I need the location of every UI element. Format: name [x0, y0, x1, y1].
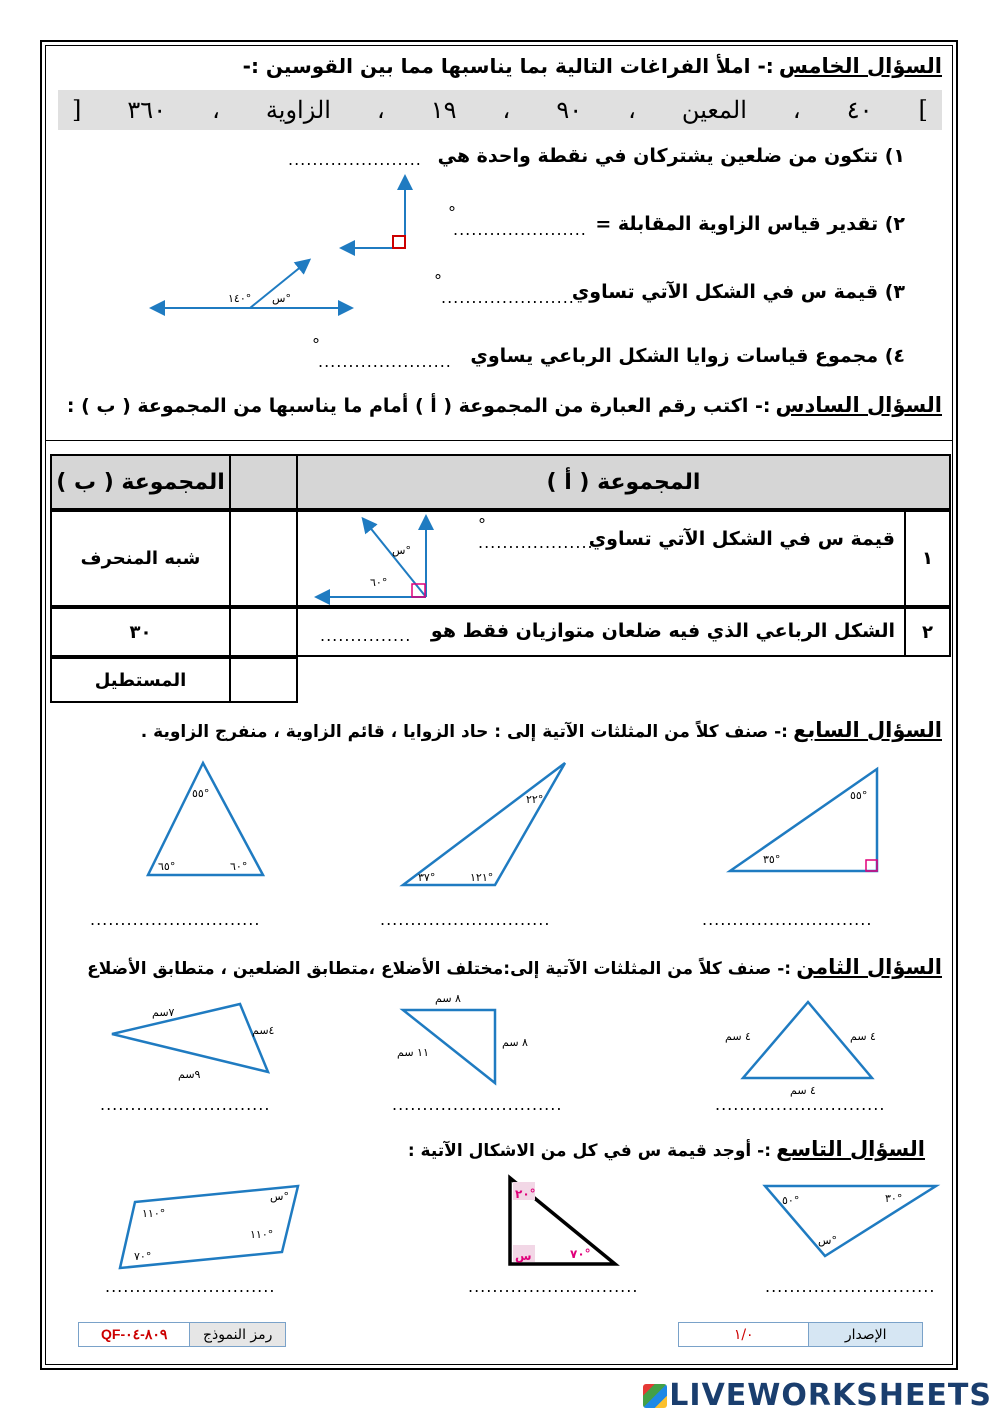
angle-x-label: س°	[392, 544, 411, 557]
row-1-answer-box[interactable]	[229, 510, 298, 607]
row-2-answer-box[interactable]	[229, 607, 298, 657]
q7-blank-3[interactable]: ............................	[702, 910, 873, 929]
choice-sep: ،	[502, 96, 511, 124]
q5-deg-2: °	[448, 203, 456, 222]
choice-sep: ،	[792, 96, 801, 124]
t3-top-angle: ٥٥°	[192, 787, 210, 800]
f3-angle-70: ٧٠°	[134, 1250, 152, 1263]
q9-figures	[110, 1172, 940, 1272]
t2-right-angle: ١٢١°	[470, 871, 494, 884]
t1-left-side: ٤ سم	[725, 1030, 751, 1043]
q5-heading	[142, 54, 942, 78]
t3-bottom-side: ٩سم	[178, 1068, 201, 1081]
liveworksheets-logo	[643, 1378, 992, 1413]
angle-60-label: ٦٠°	[370, 576, 388, 589]
t1-left-angle: ٣٥°	[763, 853, 781, 866]
q5-choices-bar	[58, 90, 942, 130]
q8-blank-2[interactable]: ............................	[392, 1095, 563, 1114]
t2-top-angle: ٢٢°	[526, 793, 544, 806]
angle-140-label: ١٤٠°	[228, 292, 252, 305]
right-angle-mark	[412, 584, 425, 597]
obtuse-triangle	[403, 763, 565, 885]
q8-heading	[87, 955, 942, 979]
choice-sep: ،	[212, 96, 220, 124]
f2-angle-x: س	[515, 1249, 532, 1263]
row-2-blank[interactable]: ...............	[320, 626, 412, 645]
q5-item-4: ٤) مجموع قياسات زوايا الشكل الرباعي يساوي	[470, 345, 905, 367]
page-frame-inner	[45, 45, 953, 1365]
q5-item-2: ٢) تقدير قياس الزاوية المقابلة =	[595, 213, 905, 235]
q5-blank-3[interactable]: ......................	[441, 288, 575, 307]
row-1-num: ١	[904, 510, 951, 607]
q5-blank-2[interactable]: ......................	[453, 220, 587, 239]
q5-item-3: ٣) قيمة س في الشكل الآتي تساوي	[571, 281, 905, 303]
f1-angle-50: ٥٠°	[782, 1194, 800, 1207]
row-1-blank[interactable]: ...................	[478, 533, 594, 552]
t1-bottom-side: ٤ سم	[790, 1084, 816, 1097]
group-b-item-2: ٣٠	[50, 607, 231, 657]
choice: ٤٠	[846, 96, 873, 124]
q9-heading	[408, 1137, 925, 1161]
answer-header	[229, 454, 298, 510]
bracket-close: ]	[72, 96, 82, 124]
q8-blank-1[interactable]: ............................	[100, 1095, 271, 1114]
form-code-value: QF-٨٠٩-٠٤	[101, 1326, 168, 1342]
scalene-triangle	[112, 1004, 268, 1072]
q9-blank-1[interactable]: ............................	[105, 1277, 276, 1296]
q9-instruction: :- أوجد قيمة س في كل من الاشكال الآتية :	[407, 1141, 772, 1161]
f1-angle-x: س°	[818, 1234, 837, 1247]
row-1-deg: °	[478, 515, 486, 534]
acute-triangle	[148, 763, 263, 875]
f2-angle-70: ٧٠°	[570, 1247, 591, 1261]
q8-label: السؤال الثامن	[796, 955, 942, 979]
q5-blank-1[interactable]: ......................	[288, 150, 422, 169]
q8-instruction: :- صنف كلاً من المثلثات الآتية إلى:مختلف الأضلاع ،متطابق الضلعين ، متطابق الأضلاع	[87, 959, 792, 979]
choice: ٩٠	[556, 96, 583, 124]
logo-mark-icon	[643, 1384, 667, 1408]
q7-label: السؤال السابع	[793, 718, 942, 742]
t2-right-side: ٨ سم	[502, 1036, 528, 1049]
row-2-num: ٢	[904, 607, 951, 657]
t3-right-side: ٤سم	[252, 1024, 275, 1037]
row-2-text: الشكل الرباعي الذي فيه ضلعان متوازيان فقط هو	[430, 620, 895, 642]
form-code-box	[78, 1322, 286, 1347]
q7-heading	[141, 718, 942, 742]
q7-blank-1[interactable]: ............................	[90, 910, 261, 929]
right-triangle	[730, 769, 877, 871]
q5-instruction: :- املأ الفراغات التالية بما يناسبها مما بين القوسين :-	[242, 54, 774, 78]
choice: ١٩	[430, 96, 457, 124]
t3-right-angle: ٦٠°	[230, 860, 248, 873]
t2-left-angle: ٣٧°	[418, 871, 436, 884]
group-b-header: المجموعة ( ب )	[50, 454, 231, 510]
choice: المعين	[681, 96, 747, 124]
release-label: الإصدار	[808, 1323, 922, 1346]
right-angle-mark	[866, 860, 877, 871]
q6-divider	[45, 440, 953, 441]
q9-blank-3[interactable]: ............................	[765, 1277, 936, 1296]
group-b-item-3: المستطيل	[50, 657, 231, 703]
logo-text: LIVEWORKSHEETS	[669, 1378, 992, 1413]
right-angle-figure	[335, 170, 415, 255]
q6-heading	[67, 393, 942, 417]
t3-left-angle: ٦٥°	[158, 860, 176, 873]
q8-blank-3[interactable]: ............................	[715, 1095, 886, 1114]
q5-blank-4[interactable]: ......................	[318, 352, 452, 371]
f3-angle-110-left: ١١٠°	[142, 1207, 166, 1220]
f1-angle-30: ٣٠°	[885, 1192, 903, 1205]
q8-triangles	[100, 990, 900, 1097]
f2-angle-20: ٢٠°	[515, 1187, 536, 1201]
q5-item-1: ١) تتكون من ضلعين يشتركان في نقطة واحدة هي	[437, 145, 905, 167]
group-b-item-1: شبه المنحرف	[50, 510, 231, 607]
group-a-header: المجموعة ( أ )	[296, 454, 951, 510]
t3-top-side: ٧سم	[152, 1006, 175, 1019]
row-3-answer-box[interactable]	[229, 657, 298, 703]
row-1-text: قيمة س في الشكل الآتي تساوي	[588, 528, 895, 550]
right-angle-mark	[393, 236, 405, 248]
q7-blank-2[interactable]: ............................	[380, 910, 551, 929]
bracket-open: [	[918, 96, 928, 124]
choice-sep: ،	[628, 96, 636, 124]
form-code-label: رمز النموذج	[189, 1323, 285, 1346]
supplementary-angle-figure	[145, 255, 360, 320]
q5-deg-4: °	[312, 335, 320, 354]
q7-instruction: :- صنف كلاً من المثلثات الآتية إلى : حاد الزوايا ، قائم الزاوية ، منفرج الزاوية .	[140, 722, 788, 742]
q5-label: السؤال الخامس	[778, 54, 942, 78]
complementary-angle-figure	[312, 512, 437, 604]
q9-blank-2[interactable]: ............................	[468, 1277, 639, 1296]
choice-sep: ،	[376, 96, 385, 124]
choice: الزاوية	[265, 96, 331, 124]
release-box	[678, 1322, 923, 1347]
q7-triangles	[130, 755, 900, 890]
release-value: ١/٠	[733, 1326, 754, 1343]
t1-top-angle: ٥٥°	[850, 789, 868, 802]
q6-label: السؤال السادس	[775, 393, 942, 417]
t2-left-side: ١١ سم	[397, 1046, 429, 1059]
q9-label: السؤال التاسع	[776, 1137, 925, 1161]
t1-right-side: ٤ سم	[850, 1030, 876, 1043]
q5-deg-3: °	[434, 271, 442, 290]
t2-top-side: ٨ سم	[435, 992, 461, 1005]
choice: ٣٦٠	[127, 96, 167, 124]
q6-instruction: :- اكتب رقم العبارة من المجموعة ( أ ) أمام ما يناسبها من المجموعة ( ب ) :	[66, 395, 771, 417]
angle-x-label: س°	[272, 292, 291, 305]
f3-angle-110-right: ١١٠°	[250, 1228, 274, 1241]
f3-angle-x: س°	[270, 1190, 289, 1203]
